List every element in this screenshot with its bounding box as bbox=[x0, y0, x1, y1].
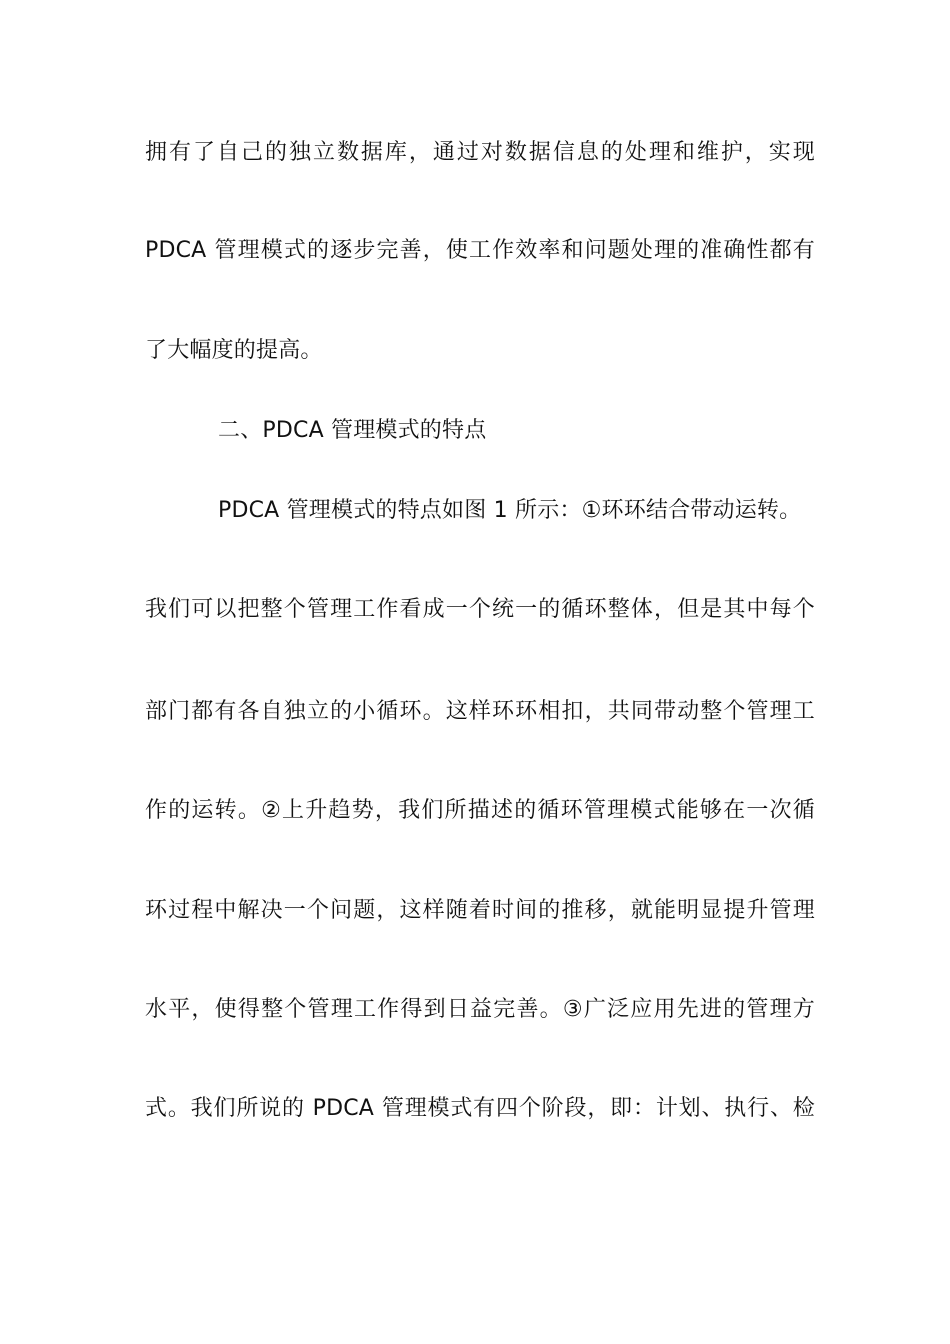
paragraph-line: 环过程中解决一个问题，这样随着时间的推移，就能明显提升管理 bbox=[145, 898, 815, 923]
paragraph-line: 我们可以把整个管理工作看成一个统一的循环整体，但是其中每个 bbox=[145, 597, 815, 622]
paragraph-line: 水平，使得整个管理工作得到日益完善。③广泛应用先进的管理方 bbox=[145, 997, 815, 1022]
paragraph-line: PDCA 管理模式的特点如图 1 所示：①环环结合带动运转。 bbox=[218, 498, 802, 523]
paragraph-line: PDCA 管理模式的逐步完善，使工作效率和问题处理的准确性都有 bbox=[145, 238, 815, 263]
paragraph-line: 拥有了自己的独立数据库，通过对数据信息的处理和维护，实现 bbox=[145, 140, 815, 165]
paragraph-line: 式。我们所说的 PDCA 管理模式有四个阶段，即：计划、执行、检 bbox=[145, 1096, 815, 1121]
paragraph-line: 了大幅度的提高。 bbox=[145, 338, 323, 363]
paragraph-line: 作的运转。②上升趋势，我们所描述的循环管理模式能够在一次循 bbox=[145, 798, 815, 823]
paragraph-line: 部门都有各自独立的小循环。这样环环相扣，共同带动整个管理工 bbox=[145, 699, 815, 724]
section-heading: 二、PDCA 管理模式的特点 bbox=[218, 418, 487, 443]
